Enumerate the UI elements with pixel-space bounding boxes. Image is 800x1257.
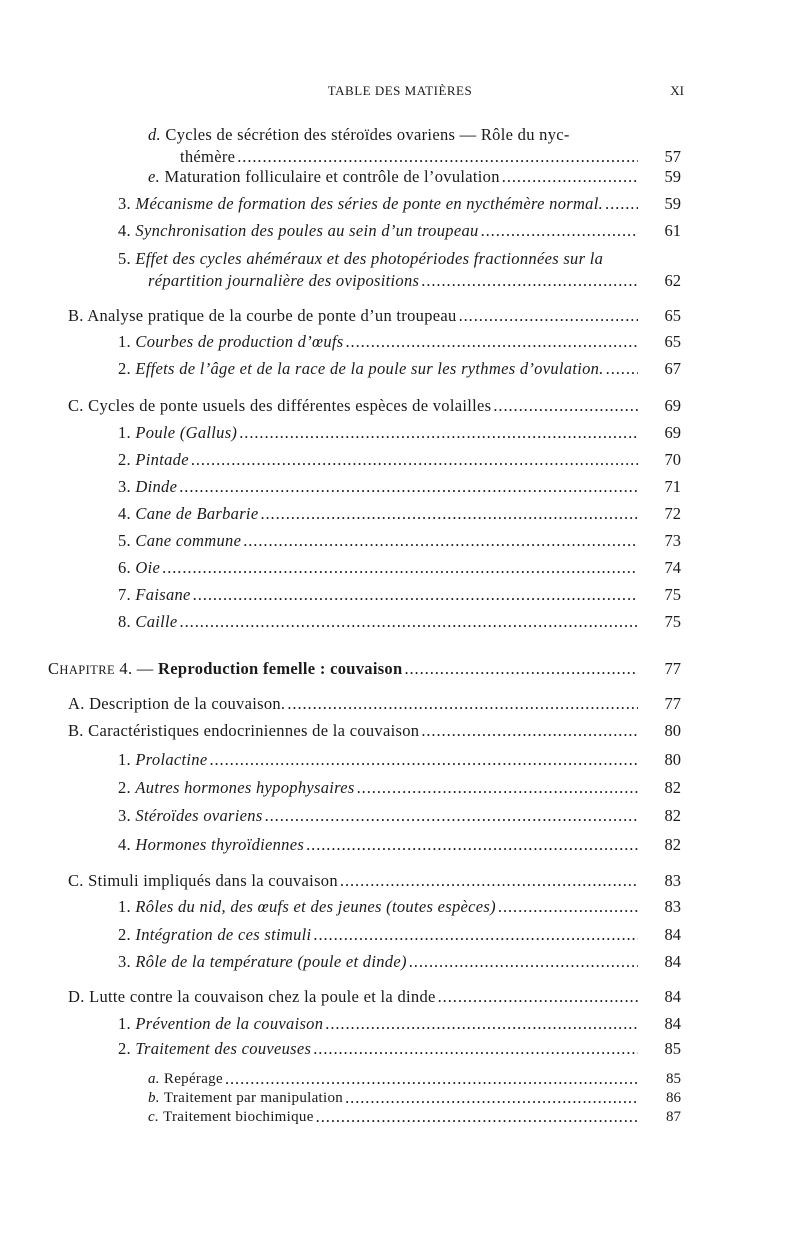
toc-entry xyxy=(118,450,638,470)
entry-title: Poule (Gallus) xyxy=(135,423,238,442)
entry-marker: d. xyxy=(148,125,166,144)
entry-marker: 1. xyxy=(118,897,136,916)
page-number: 71 xyxy=(664,477,681,496)
dot-leader xyxy=(502,167,638,187)
toc-entry xyxy=(148,271,638,291)
entry-title: Cycles de sécrétion des stéroïdes ovariens — Rôle du nyc- xyxy=(165,125,570,144)
page-number: 59 xyxy=(664,194,681,213)
toc-entry xyxy=(148,1107,638,1127)
entry-title: Pintade xyxy=(135,450,189,469)
dot-leader xyxy=(316,1107,638,1127)
page-number: 69 xyxy=(664,423,681,442)
toc-entry xyxy=(68,306,638,326)
entry-title: Analyse pratique de la courbe de ponte d’un troupeau xyxy=(87,306,457,325)
toc-entry xyxy=(118,585,638,605)
entry-title: Cycles de ponte usuels des différentes espèces de volailles xyxy=(88,396,492,415)
entry-marker: CHAPITRE 4. — xyxy=(48,659,159,678)
page-number: 83 xyxy=(664,871,681,890)
entry-marker: 8. xyxy=(118,612,136,631)
entry-marker: 2. xyxy=(118,925,136,944)
toc-entry xyxy=(118,531,638,551)
dot-leader xyxy=(180,612,638,632)
entry-title: Cane de Barbarie xyxy=(135,504,259,523)
entry-title: Traitement par manipulation xyxy=(163,1090,344,1106)
entry-title: Stéroïdes ovariens xyxy=(135,806,263,825)
dot-leader xyxy=(357,778,638,798)
toc-entry xyxy=(148,167,638,187)
entry-title: Courbes de production d’œufs xyxy=(135,332,344,351)
entry-marker: b. xyxy=(148,1090,164,1106)
page-number: 65 xyxy=(664,306,681,325)
toc-entry xyxy=(118,423,638,443)
page-number: 57 xyxy=(664,147,681,166)
toc-entry xyxy=(118,612,638,632)
dot-leader xyxy=(340,871,638,891)
entry-title: Caille xyxy=(135,612,178,631)
page-number: 84 xyxy=(664,1014,681,1033)
page-number: 69 xyxy=(664,396,681,415)
dot-leader xyxy=(209,750,638,770)
entry-marker: a. xyxy=(148,1071,164,1087)
page-number: 84 xyxy=(664,987,681,1006)
entry-marker: 1. xyxy=(118,332,136,351)
entry-title: Synchronisation des poules au sein d’un troupeau xyxy=(135,221,479,240)
entry-marker: D. xyxy=(68,987,90,1006)
page-number: 80 xyxy=(664,750,681,769)
entry-marker: 1. xyxy=(118,750,136,769)
dot-leader xyxy=(306,835,638,855)
page-number: 85 xyxy=(664,1039,681,1058)
page-number: 84 xyxy=(664,952,681,971)
dot-leader xyxy=(421,271,638,291)
dot-leader xyxy=(481,221,638,241)
page-number: 77 xyxy=(664,659,681,678)
toc-entry xyxy=(118,558,638,578)
toc-entry xyxy=(118,249,638,269)
page-folio: XI xyxy=(670,83,684,98)
entry-marker: 2. xyxy=(118,359,136,378)
dot-leader xyxy=(260,504,638,524)
entry-marker: 3. xyxy=(118,194,136,213)
toc-entry xyxy=(118,1039,638,1059)
entry-title: thémère xyxy=(180,147,236,166)
entry-marker: 4. xyxy=(118,835,136,854)
entry-marker: 3. xyxy=(118,477,136,496)
dot-leader xyxy=(409,952,638,972)
entry-title: Oie xyxy=(135,558,161,577)
page-number: 62 xyxy=(664,271,681,290)
dot-leader xyxy=(191,450,638,470)
entry-marker: B. xyxy=(68,721,89,740)
entry-marker: C. xyxy=(68,871,89,890)
entry-marker: 5. xyxy=(118,531,136,550)
entry-marker: 2. xyxy=(118,450,136,469)
entry-marker: 5. xyxy=(118,249,136,268)
page-number: 80 xyxy=(664,721,681,740)
dot-leader xyxy=(404,659,638,679)
dot-leader xyxy=(325,1014,638,1034)
entry-title: Rôle de la température (poule et dinde) xyxy=(135,952,407,971)
entry-title: Maturation folliculaire et contrôle de l’ovulation xyxy=(164,167,500,186)
toc-entry xyxy=(118,750,638,770)
dot-leader xyxy=(193,585,638,605)
toc-entry xyxy=(48,659,638,679)
dot-leader xyxy=(225,1069,638,1089)
dot-leader xyxy=(237,147,638,167)
entry-title: répartition journalière des ovipositions xyxy=(148,271,420,290)
entry-marker: 3. xyxy=(118,806,136,825)
page-number: 74 xyxy=(664,558,681,577)
entry-marker: 3. xyxy=(118,952,136,971)
toc-entry xyxy=(148,1069,638,1089)
dot-leader xyxy=(162,558,638,578)
toc-entry xyxy=(118,1014,638,1034)
entry-title: Prolactine xyxy=(135,750,208,769)
entry-title: Effet des cycles ahéméraux et des photopériodes fractionnées sur la xyxy=(135,249,604,268)
dot-leader xyxy=(313,925,638,945)
dot-leader xyxy=(313,1039,638,1059)
page-number: 65 xyxy=(664,332,681,351)
dot-leader xyxy=(239,423,638,443)
running-header: TABLE DES MATIÈRES xyxy=(327,83,473,98)
page-number: 72 xyxy=(664,504,681,523)
entry-title: Stimuli impliqués dans la couvaison xyxy=(88,871,338,890)
toc-entry xyxy=(118,359,638,379)
page-number: 75 xyxy=(664,585,681,604)
entry-marker: A. xyxy=(68,694,90,713)
toc-entry xyxy=(68,396,638,416)
page-number: 70 xyxy=(664,450,681,469)
entry-title: Repérage xyxy=(163,1071,223,1087)
toc-entry xyxy=(148,125,638,145)
entry-marker: 6. xyxy=(118,558,136,577)
entry-title: Mécanisme de formation des séries de ponte en nycthémère normal. xyxy=(135,194,604,213)
dot-leader xyxy=(493,396,638,416)
page-number: 82 xyxy=(664,778,681,797)
entry-title: Prévention de la couvaison xyxy=(135,1014,324,1033)
toc-entry xyxy=(118,897,638,917)
page-number: 87 xyxy=(666,1109,681,1125)
toc-entry xyxy=(118,194,638,214)
entry-marker: 1. xyxy=(118,423,136,442)
dot-leader xyxy=(421,721,638,741)
entry-title: Traitement biochimique xyxy=(163,1109,314,1125)
entry-marker: B. xyxy=(68,306,88,325)
entry-title: Faisane xyxy=(135,585,191,604)
toc-entry xyxy=(68,987,638,1007)
dot-leader xyxy=(606,359,638,379)
dot-leader xyxy=(345,332,638,352)
entry-marker: 2. xyxy=(118,778,136,797)
entry-marker: C. xyxy=(68,396,89,415)
page-number: 73 xyxy=(664,531,681,550)
entry-title: Effets de l’âge et de la race de la poule sur les rythmes d’ovulation. xyxy=(135,359,604,378)
toc-entry xyxy=(118,221,638,241)
dot-leader xyxy=(243,531,638,551)
entry-title: Hormones thyroïdiennes xyxy=(135,835,305,854)
entry-marker: 4. xyxy=(118,221,136,240)
toc-entry xyxy=(148,1088,638,1108)
page-number: 82 xyxy=(664,806,681,825)
entry-title: Reproduction femelle : couvaison xyxy=(158,659,403,678)
dot-leader xyxy=(438,987,638,1007)
toc-entry xyxy=(118,332,638,352)
page-number: 75 xyxy=(664,612,681,631)
dot-leader xyxy=(287,694,638,714)
toc-entry xyxy=(118,925,638,945)
entry-title: Intégration de ces stimuli xyxy=(135,925,312,944)
page-number: 61 xyxy=(664,221,681,240)
toc-entry xyxy=(68,871,638,891)
entry-title: Lutte contre la couvaison chez la poule et la dinde xyxy=(89,987,436,1006)
toc-entry xyxy=(68,721,638,741)
dot-leader xyxy=(179,477,638,497)
dot-leader xyxy=(345,1088,638,1108)
entry-title: Traitement des couveuses xyxy=(135,1039,312,1058)
entry-title: Dinde xyxy=(135,477,178,496)
entry-marker: 4. xyxy=(118,504,136,523)
entry-marker: 1. xyxy=(118,1014,136,1033)
toc-entry xyxy=(118,806,638,826)
page-number: 83 xyxy=(664,897,681,916)
toc-entry xyxy=(118,835,638,855)
page-number: 77 xyxy=(664,694,681,713)
toc-entry xyxy=(118,778,638,798)
entry-marker: e. xyxy=(148,167,165,186)
page-number: 84 xyxy=(664,925,681,944)
toc-entry xyxy=(68,694,638,714)
toc-entry xyxy=(180,147,638,167)
page-number: 85 xyxy=(666,1071,681,1087)
entry-title: Cane commune xyxy=(135,531,242,550)
entry-marker: 7. xyxy=(118,585,136,604)
entry-title: Caractéristiques endocriniennes de la couvaison xyxy=(88,721,420,740)
toc-entry xyxy=(118,477,638,497)
entry-marker: 2. xyxy=(118,1039,136,1058)
page-number: 82 xyxy=(664,835,681,854)
entry-title: Rôles du nid, des œufs et des jeunes (toutes espèces) xyxy=(135,897,496,916)
toc-entry xyxy=(118,952,638,972)
page-number: 59 xyxy=(664,167,681,186)
dot-leader xyxy=(265,806,638,826)
entry-marker: c. xyxy=(148,1109,164,1125)
entry-title: Autres hormones hypophysaires xyxy=(135,778,355,797)
dot-leader xyxy=(605,194,638,214)
dot-leader xyxy=(498,897,638,917)
dot-leader xyxy=(459,306,638,326)
page-number: 67 xyxy=(664,359,681,378)
page-number: 86 xyxy=(666,1090,681,1106)
entry-title: Description de la couvaison. xyxy=(89,694,286,713)
toc-entry xyxy=(118,504,638,524)
